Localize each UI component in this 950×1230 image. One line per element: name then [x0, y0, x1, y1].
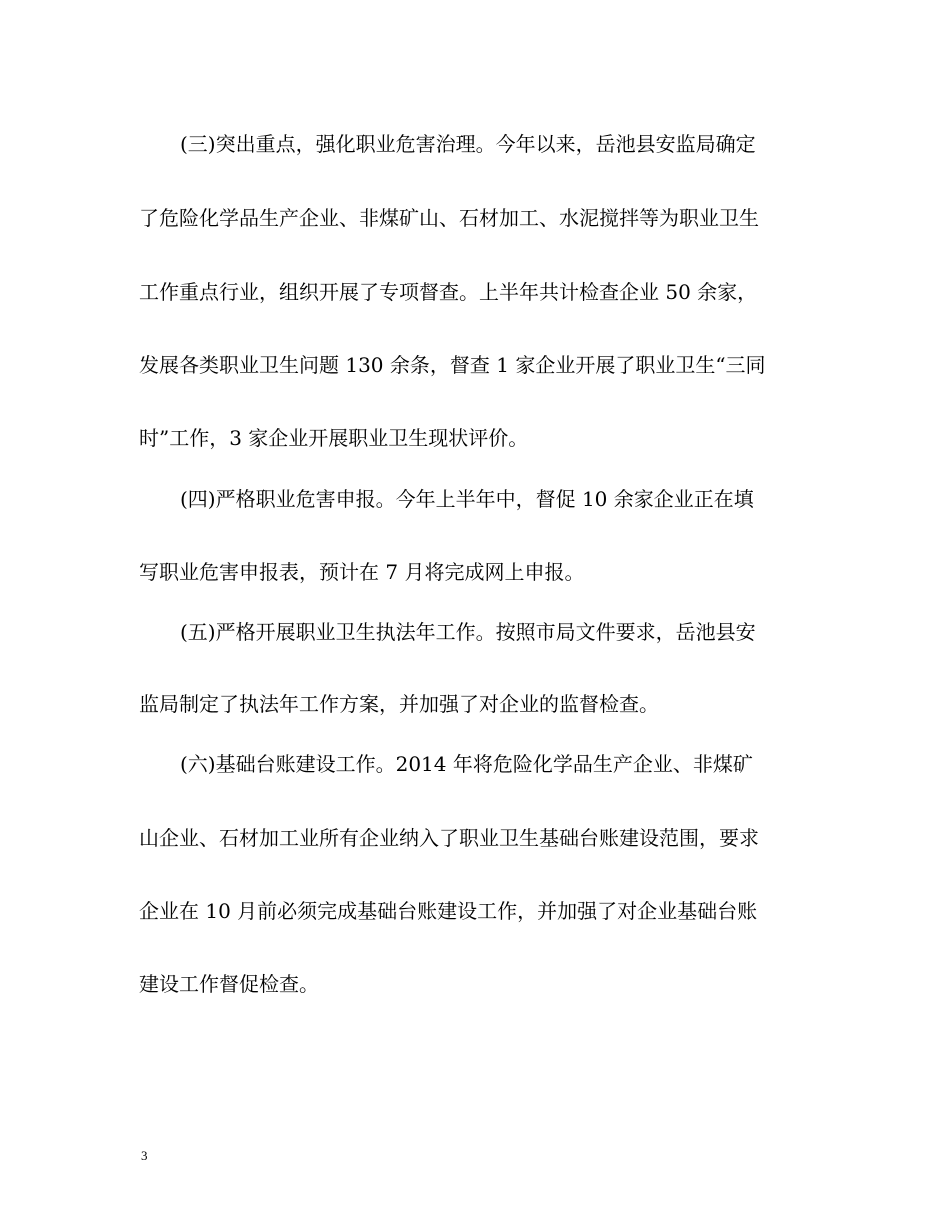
paragraph-3-line-1: (三)突出重点，强化职业危害治理。今年以来，岳池县安监局确定	[180, 132, 756, 156]
paragraph-4-line-1: (四)严格职业危害申报。今年上半年中，督促 10 余家企业正在填	[180, 487, 754, 511]
paragraph-3-line-2: 了危险化学品生产企业、非煤矿山、石材加工、水泥搅拌等为职业卫生	[139, 206, 759, 230]
paragraph-6-line-2: 山企业、石材加工业所有企业纳入了职业卫生基础台账建设范围，要求	[139, 826, 759, 850]
paragraph-6-line-3: 企业在 10 月前必须完成基础台账建设工作，并加强了对企业基础台账	[139, 899, 758, 923]
paragraph-6-line-1: (六)基础台账建设工作。2014 年将危险化学品生产企业、非煤矿	[180, 752, 753, 776]
paragraph-3-line-3: 工作重点行业，组织开展了专项督查。上半年共计检查企业 50 余家，	[139, 280, 758, 304]
paragraph-5-line-1: (五)严格开展职业卫生执法年工作。按照市局文件要求，岳池县安	[180, 620, 756, 644]
paragraph-6-line-4: 建设工作督促检查。	[139, 972, 319, 996]
paragraph-3-line-5: 时”工作，3 家企业开展职业卫生现状评价。	[139, 426, 529, 450]
paragraph-3-line-4: 发展各类职业卫生问题 130 余条，督查 1 家企业开展了职业卫生“三同	[139, 353, 766, 377]
paragraph-5-line-2: 监局制定了执法年工作方案，并加强了对企业的监督检查。	[139, 692, 659, 716]
page-number: 3	[141, 1148, 148, 1163]
paragraph-4-line-2: 写职业危害申报表，预计在 7 月将完成网上申报。	[139, 560, 585, 584]
